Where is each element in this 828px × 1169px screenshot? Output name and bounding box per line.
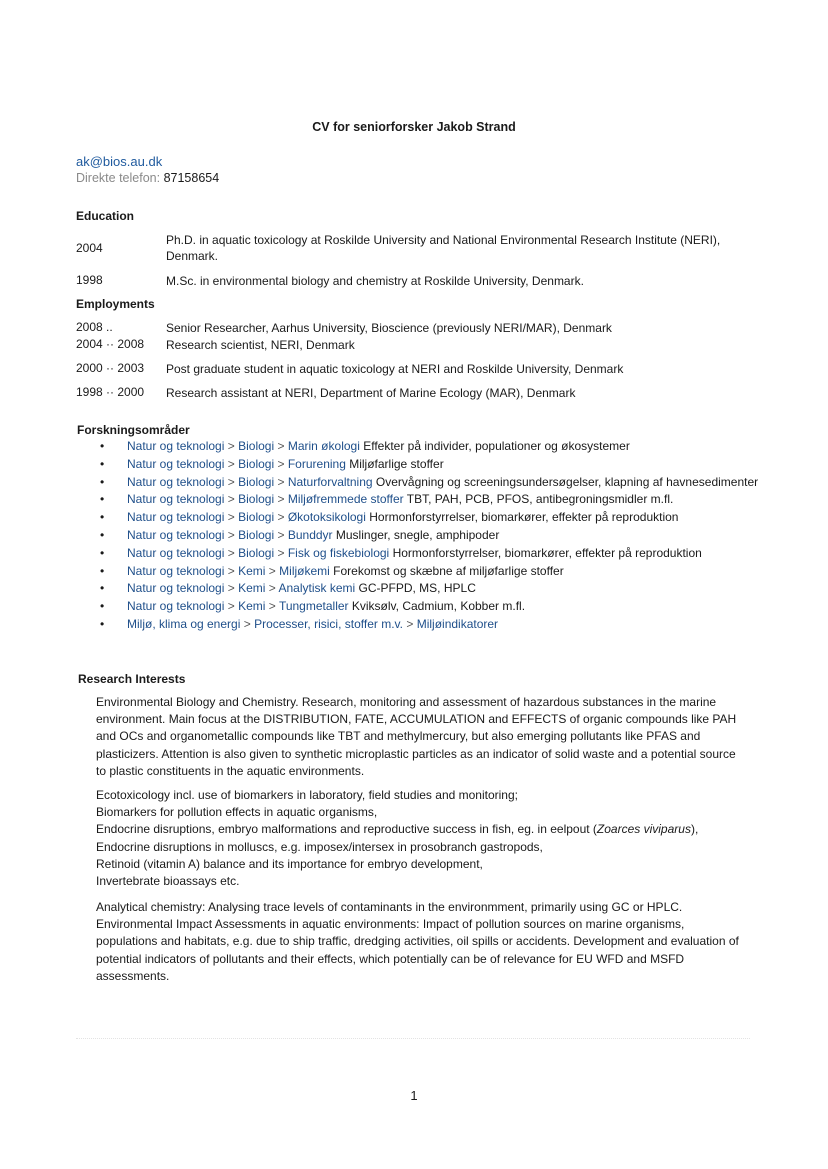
path-separator: > bbox=[277, 527, 285, 542]
forskning-item bbox=[100, 580, 760, 598]
forskning-item bbox=[100, 438, 760, 456]
education-desc: M.Sc. in environmental biology and chemistry at Roskilde University, Denmark. bbox=[166, 274, 584, 288]
employment-row bbox=[76, 337, 776, 353]
forskning-item bbox=[100, 545, 760, 563]
phone-label: Direkte telefon: bbox=[76, 171, 161, 185]
path-separator: > bbox=[227, 456, 235, 471]
employments-heading: Employments bbox=[76, 297, 155, 311]
path-separator: > bbox=[277, 545, 285, 560]
forskning-item bbox=[100, 474, 760, 492]
employment-desc: Senior Researcher, Aarhus University, Bioscience (previously NERI/MAR), Denmark bbox=[166, 321, 612, 335]
page-title: CV for seniorforsker Jakob Strand bbox=[312, 120, 516, 134]
path-separator: > bbox=[227, 474, 235, 489]
topic-description: GC-PFPD, MS, HPLC bbox=[358, 581, 476, 596]
topic-link[interactable]: Natur og teknologi bbox=[127, 439, 225, 453]
path-separator: > bbox=[268, 563, 276, 578]
bullet-icon: • bbox=[100, 563, 105, 578]
topic-link[interactable]: Bunddyr bbox=[287, 527, 333, 542]
topic-link[interactable]: Biologi bbox=[238, 474, 275, 489]
bullet-icon: • bbox=[100, 510, 105, 525]
research-heading: Research Interests bbox=[78, 672, 186, 686]
forskning-item bbox=[100, 509, 760, 527]
topic-link[interactable]: Natur og teknologi bbox=[127, 510, 225, 525]
topic-description: Forekomst og skæbne af miljøfarlige stoffer bbox=[333, 563, 564, 578]
topic-description: Muslinger, snegle, amphipoder bbox=[335, 527, 500, 542]
research-line: Endocrine disruptions in molluscs, e.g. imposex/intersex in prosobranch gastropods, bbox=[96, 839, 543, 854]
topic-link[interactable]: Natur og teknologi bbox=[127, 456, 225, 471]
topic-link[interactable]: Biologi bbox=[238, 439, 275, 453]
topic-link[interactable]: Natur og teknologi bbox=[127, 492, 225, 507]
employment-desc: Research scientist, NERI, Denmark bbox=[166, 338, 355, 352]
topic-link[interactable]: Biologi bbox=[238, 545, 275, 560]
research-paragraph-1: Environmental Biology and Chemistry. Research, monitoring and assessment of hazardous substances in the marine environment. Main focus at the DISTRIBUTION, FATE, ACCUMULATION and EFFECTS of organic compounds like PAH and OCs and organometallic compounds like TBT and methylmercury, but also emerging pollutants like PFAS and plasticizers. Attention is also given to synthetic microplastic particles as an indicator of solid waste and a potential source to plastic constituents in the aquatic environments. bbox=[96, 695, 737, 778]
employment-year: 2004 ·· 2008 bbox=[76, 337, 145, 351]
topic-link[interactable]: Tungmetaller bbox=[278, 599, 349, 614]
forskning-list bbox=[100, 438, 760, 634]
employment-desc: Post graduate student in aquatic toxicology at NERI and Roskilde University, Denmark bbox=[166, 362, 624, 376]
topic-link[interactable]: Analytisk kemi bbox=[278, 581, 356, 596]
education-desc: Ph.D. in aquatic toxicology at Roskilde University and National Environmental Research Institute (NERI), Denmark. bbox=[166, 233, 721, 263]
forskning-item bbox=[100, 456, 760, 474]
topic-description: Hormonforstyrrelser, biomarkører, effekter på reproduktion bbox=[369, 510, 679, 525]
research-paragraph-3: Analytical chemistry: Analysing trace levels of contaminants in the environmment, primarily using GC or HPLC. Environmental Impact Assessments in aquatic environments: Impact of pollution sources on marine organisms, populations and habitats, e.g. due to ship traffic, dredging activities, oil spills or accidents. Development and evaluation of potential indicators of pollutants and their effects, which potentially can be of relevance for EU WFD and MSFD assessments. bbox=[96, 900, 739, 983]
path-separator: > bbox=[406, 616, 414, 631]
research-line: Retinoid (vitamin A) balance and its importance for embryo development, bbox=[96, 856, 483, 871]
email-link[interactable]: ak@bios.au.dk bbox=[76, 154, 163, 169]
topic-link[interactable]: Kemi bbox=[238, 599, 266, 614]
path-separator: > bbox=[227, 439, 235, 453]
topic-link[interactable]: Miljøkemi bbox=[279, 563, 330, 578]
topic-link[interactable]: Kemi bbox=[238, 581, 266, 596]
topic-description: Kviksølv, Cadmium, Kobber m.fl. bbox=[351, 599, 526, 614]
bullet-icon: • bbox=[100, 616, 105, 631]
topic-link[interactable]: Biologi bbox=[238, 527, 275, 542]
employment-row bbox=[76, 385, 776, 401]
topic-description: TBT, PAH, PCB, PFOS, antibegroningsmidler m.fl. bbox=[406, 492, 674, 507]
divider bbox=[76, 1038, 750, 1039]
bullet-icon: • bbox=[100, 545, 105, 560]
research-line: Ecotoxicology incl. use of biomarkers in laboratory, field studies and monitoring; bbox=[96, 788, 518, 802]
topic-link[interactable]: Miljø, klima og energi bbox=[127, 616, 241, 631]
path-separator: > bbox=[227, 492, 235, 507]
topic-description: Effekter på individer, populationer og økosystemer bbox=[363, 439, 630, 453]
topic-link[interactable]: Økotoksikologi bbox=[287, 510, 366, 525]
topic-link[interactable]: Kemi bbox=[238, 563, 266, 578]
path-separator: > bbox=[277, 474, 285, 489]
education-heading: Education bbox=[76, 209, 135, 223]
topic-link[interactable]: Natur og teknologi bbox=[127, 599, 225, 614]
topic-link[interactable]: Biologi bbox=[238, 492, 275, 507]
education-row bbox=[76, 273, 776, 289]
forskning-heading: Forskningsområder bbox=[77, 423, 190, 437]
topic-link[interactable]: Forurening bbox=[287, 456, 346, 471]
employment-row bbox=[76, 320, 776, 336]
path-separator: > bbox=[227, 563, 235, 578]
topic-link[interactable]: Fisk og fiskebiologi bbox=[287, 545, 390, 560]
topic-link[interactable]: Natur og teknologi bbox=[127, 563, 225, 578]
education-year: 1998 bbox=[76, 273, 103, 287]
topic-description: Hormonforstyrrelser, biomarkører, effekter på reproduktion bbox=[392, 545, 702, 560]
topic-link[interactable]: Biologi bbox=[238, 456, 275, 471]
employment-year: 2000 ·· 2003 bbox=[76, 361, 145, 375]
path-separator: > bbox=[277, 439, 285, 453]
education-row bbox=[76, 232, 776, 266]
topic-description: Miljøfarlige stoffer bbox=[349, 456, 444, 471]
phone-line bbox=[76, 171, 219, 185]
topic-link[interactable]: Naturforvaltning bbox=[287, 474, 373, 489]
path-separator: > bbox=[227, 581, 235, 596]
topic-link[interactable]: Miljøfremmede stoffer bbox=[287, 492, 404, 507]
phone-value: 87158654 bbox=[163, 171, 220, 185]
topic-link[interactable]: Natur og teknologi bbox=[127, 527, 225, 542]
bullet-icon: • bbox=[100, 474, 105, 489]
bullet-icon: • bbox=[100, 492, 105, 507]
bullet-icon: • bbox=[100, 599, 105, 614]
topic-link[interactable]: Processer, risici, stoffer m.v. bbox=[254, 616, 403, 631]
forskning-item bbox=[100, 563, 760, 581]
species-name: Zoarces viviparus bbox=[596, 822, 691, 837]
path-separator: > bbox=[268, 581, 276, 596]
topic-link[interactable]: Natur og teknologi bbox=[127, 545, 225, 560]
topic-link[interactable]: Natur og teknologi bbox=[127, 474, 225, 489]
topic-link[interactable]: Miljøindikatorer bbox=[416, 616, 499, 631]
research-line: Biomarkers for pollution effects in aquatic organisms, bbox=[96, 805, 378, 820]
path-separator: > bbox=[227, 545, 235, 560]
path-separator: > bbox=[227, 599, 235, 614]
topic-link[interactable]: Biologi bbox=[238, 510, 275, 525]
bullet-icon: • bbox=[100, 439, 105, 453]
bullet-icon: • bbox=[100, 456, 105, 471]
path-separator: > bbox=[227, 527, 235, 542]
topic-link[interactable]: Natur og teknologi bbox=[127, 581, 225, 596]
path-separator: > bbox=[277, 456, 285, 471]
path-separator: > bbox=[227, 510, 235, 525]
research-line-text: Endocrine disruptions, embryo malformations and reproductive success in fish, eg. in eelpout ( bbox=[96, 822, 597, 837]
research-line bbox=[96, 821, 746, 838]
forskning-item bbox=[100, 491, 760, 509]
topic-description: Overvågning og screeningsundersøgelser, klapning af havnesedimenter bbox=[375, 474, 759, 489]
education-year: 2004 bbox=[76, 241, 103, 255]
page-number: 1 bbox=[410, 1088, 418, 1103]
bullet-icon: • bbox=[100, 527, 105, 542]
forskning-item bbox=[100, 616, 760, 634]
path-separator: > bbox=[277, 510, 285, 525]
research-line: Invertebrate bioassays etc. bbox=[96, 874, 240, 889]
topic-link[interactable]: Marin økologi bbox=[287, 439, 360, 453]
bullet-icon: • bbox=[100, 581, 105, 596]
research-paragraph-2 bbox=[96, 787, 746, 890]
employment-row bbox=[76, 361, 776, 377]
research-line-text: ), bbox=[690, 822, 699, 837]
path-separator: > bbox=[268, 599, 276, 614]
forskning-item bbox=[100, 598, 760, 616]
path-separator: > bbox=[243, 616, 251, 631]
employment-year: 2008 .. bbox=[76, 320, 113, 334]
employment-desc: Research assistant at NERI, Department of Marine Ecology (MAR), Denmark bbox=[166, 386, 576, 400]
path-separator: > bbox=[277, 492, 285, 507]
employment-year: 1998 ·· 2000 bbox=[76, 385, 145, 399]
forskning-item bbox=[100, 527, 760, 545]
